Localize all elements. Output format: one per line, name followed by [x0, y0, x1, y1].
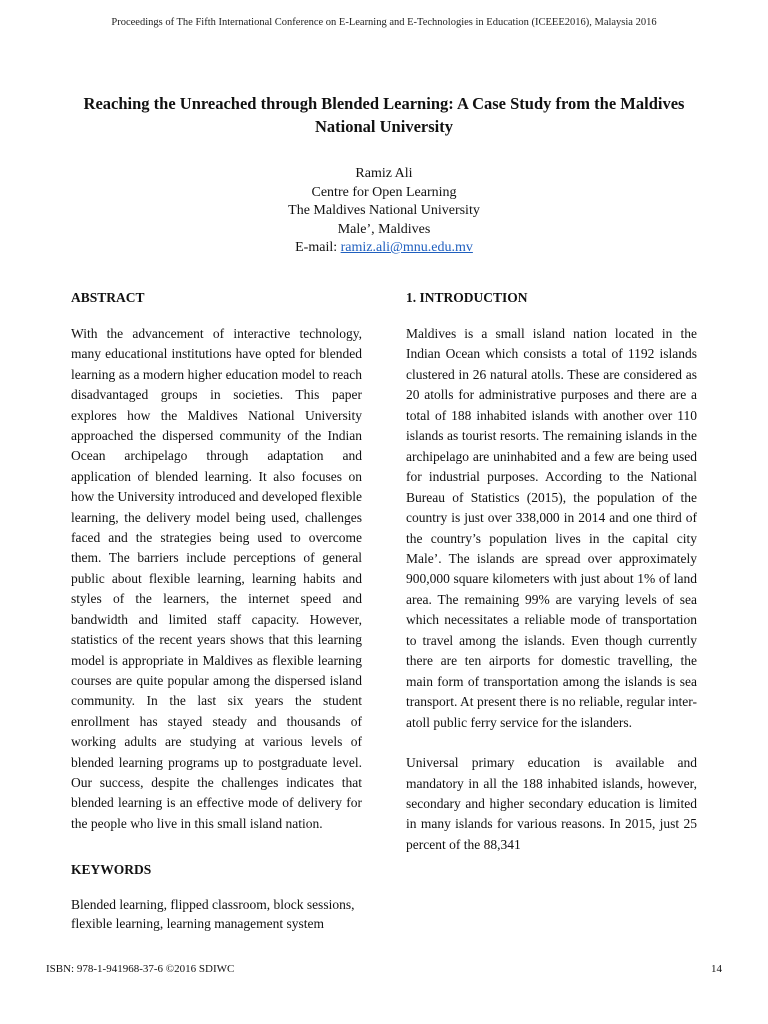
left-column [71, 288, 362, 933]
abstract-heading: ABSTRACT [71, 290, 145, 305]
paper-title: Reaching the Unreached through Blended Learning: A Case Study from the Maldives National University [83, 94, 685, 136]
email-line [0, 239, 768, 258]
right-column [406, 288, 697, 855]
keywords-heading: KEYWORDS [71, 862, 152, 878]
author-name: Ramiz Ali [355, 166, 413, 181]
author-location: Male’, Maldives [337, 221, 431, 237]
keywords-text: Blended learning, flipped classroom, block sessions, flexible learning, learning management system [71, 897, 355, 931]
author-block [0, 165, 768, 258]
affiliation-centre: Centre for Open Learning [311, 184, 457, 200]
page-number: 14 [711, 963, 722, 975]
introduction-paragraph-2: Universal primary education is available and mandatory in all the 188 inhabited islands, however, secondary and higher secondary education is limited in many islands for various reasons. In 2015, just 25 percent of the 88,341 [406, 755, 697, 852]
abstract-text: With the advancement of interactive technology, many educational institutions have opted for blended learning as a modern higher education model to reach disadvantaged groups in societies. This paper explores how the Maldives National University approached the dispersed community of the Indian Ocean archipelago through adaptation and application of blended learning. It also focuses on how the University introduced and developed flexible learning, the delivery model being used, challenges faced and the strategies being used to overcome them. The barriers include perceptions of general public about flexible learning, learning habits and styles of the learners, the internet speed and bandwidth and limited staff capacity. However, statistics of the recent years shows that this learning model is appropriate in Maldives as flexible learning courses are quite popular among the dispersed island community. In the last six years the student enrollment has stayed steady and thousands of working adults are studying at various levels of blended learning programs up to postgraduate level. Our success, despite the challenges indicates that blended learning is an effective mode of delivery for the people who live in this small island nation. [71, 326, 362, 831]
introduction-heading: 1. INTRODUCTION [406, 290, 528, 305]
affiliation-university: The Maldives National University [288, 203, 480, 218]
email-link[interactable]: ramiz.ali@mnu.edu.mv [340, 240, 473, 255]
email-label: E-mail: [295, 240, 341, 255]
running-header: Proceedings of The Fifth International Conference on E-Learning and E-Technologies in Education (ICEEE2016), Malaysia 2016 [111, 17, 657, 28]
introduction-paragraph-1: Maldives is a small island nation located in the Indian Ocean which consists a total of 1192 islands clustered in 26 natural atolls. These are considered as 20 atolls for administrative purposes and there are a total of 188 inhabited islands with another over 110 islands as tourist resorts. The remaining islands in the archipelago are uninhabited and a few are being used for industrial purposes. According to the National Bureau of Statistics (2015), the population of the country is just over 338,000 in 2014 and one third of the country’s population lives in the capital city Male’. The islands are spread over approximately 900,000 square kilometers with just about 1% of land area. The remaining 99% are varying levels of sea which necessitates a reliable mode of transportation to travel among the islands. Even though currently there are ten airports for domestic travelling, the main form of transportation among the islands is sea transport. At present there is no reliable, regular inter-atoll public ferry service for the islanders. [406, 326, 697, 730]
footer-isbn: ISBN: 978-1-941968-37-6 ©2016 SDIWC [46, 963, 235, 975]
